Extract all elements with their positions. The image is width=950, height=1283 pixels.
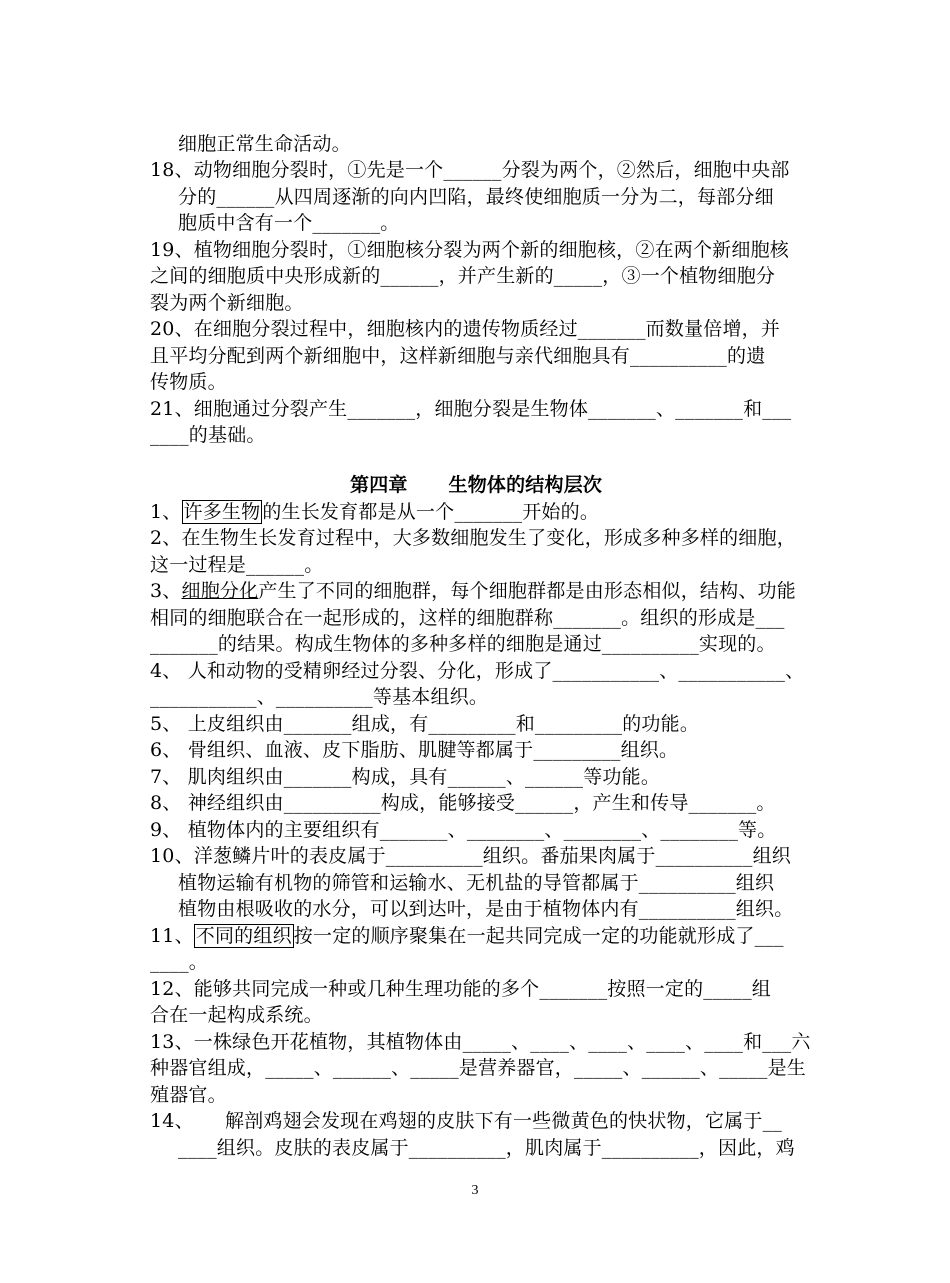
- question-12-line-1: 12、能够共同完成一种或几种生理功能的多个_______按照一定的_____组: [150, 978, 771, 1000]
- question-13-line-2: 种器官组成，_____、______、_____是营养器官，_____、______、_____是生: [150, 1057, 807, 1079]
- question-11-text: 按一定的顺序聚集在一起共同完成一定的功能就形成了___: [293, 925, 784, 947]
- question-14-line-2: ____组织。皮肤的表皮属于__________，肌肉属于__________，因此，鸡: [178, 1137, 795, 1159]
- question-8: 8、 神经组织由__________构成，能够接受______，产生和传导_______。: [150, 792, 776, 814]
- question-4-line-2: ___________、__________等基本组织。: [150, 686, 489, 708]
- question-11-line-2: ____。: [150, 951, 209, 973]
- question-6: 6、 骨组织、血液、皮下脂肪、肌腱等都属于_________组织。: [150, 739, 679, 761]
- question-9: 9、 植物体内的主要组织有_______、________、________、________等。: [150, 819, 777, 841]
- question-3-line-2: 相同的细胞联合在一起形成的，这样的细胞群称_______。组织的形成是___: [150, 607, 785, 629]
- question-10-line-3: 植物由根吸收的水分，可以到达叶，是由于植物体内有__________组织。: [178, 898, 794, 920]
- question-3-text: 产生了不同的细胞群，每个细胞群都是由形态相似，结构、功能: [258, 580, 796, 602]
- question-13-line-3: 殖器官。: [150, 1084, 227, 1106]
- question-12-line-2: 合在一起构成系统。: [150, 1004, 323, 1026]
- question-10-line-2: 植物运输有机物的筛管和运输水、无机盐的导管都属于__________组织: [178, 872, 775, 894]
- boxed-term: 许多生物: [183, 501, 261, 523]
- question-7: 7、 肌肉组织由_______构成，具有______、______等功能。: [150, 766, 661, 788]
- question-10-line-1: 10、洋葱鳞片叶的表皮属于__________组织。番茄果肉属于__________组织: [150, 845, 791, 867]
- question-5: 5、 上皮组织由_______组成，有_________和_________的功能。: [150, 713, 700, 735]
- question-19-line-3: 裂为两个新细胞。: [150, 292, 304, 314]
- question-20-line-2: 且平均分配到两个新细胞中，这样新细胞与亲代细胞具有__________的遗: [150, 345, 766, 367]
- chapter-title: 第四章 生物体的结构层次: [350, 474, 603, 496]
- question-3-line-1: 3、细胞分化产生了不同的细胞群，每个细胞群都是由形态相似，结构、功能: [150, 580, 796, 602]
- text-line: 细胞正常生命活动。: [178, 133, 351, 155]
- underlined-term: 细胞分化: [181, 580, 259, 602]
- question-14-line-1: 14、 解剖鸡翅会发现在鸡翅的皮肤下有一些微黄色的快状物，它属于__: [150, 1110, 782, 1132]
- question-1-text: 的生长发育都是从一个_______开始的。: [262, 501, 600, 523]
- question-19-line-1: 19、植物细胞分裂时，①细胞核分裂为两个新的细胞核，②在两个新细胞核: [150, 239, 789, 261]
- question-21-line-1: 21、细胞通过分裂产生_______，细胞分裂是生物体_______、_______和___: [150, 398, 792, 420]
- question-19-line-2: 之间的细胞质中央形成新的______，并产生新的_____，③一个植物细胞分: [150, 265, 776, 287]
- question-11-line-1: [150, 923, 810, 949]
- question-18-line-2: 分的______从四周逐渐的向内凹陷，最终使细胞质一分为二，每部分细: [178, 186, 774, 208]
- question-11-number: 11、: [150, 925, 194, 947]
- question-13-line-1: 13、一株绿色开花植物，其植物体由_____、____、____、____、____和___六: [150, 1031, 811, 1053]
- boxed-term: 不同的组织: [195, 925, 292, 947]
- question-18-line-1: 18、动物细胞分裂时，①先是一个______分裂为两个，②然后，细胞中央部: [150, 159, 790, 181]
- question-3-line-3: _______的结果。构成生物体的多种多样的细胞是通过__________实现的。: [150, 633, 776, 655]
- question-2-line-2: 这一过程是______。: [150, 554, 324, 576]
- question-20-line-1: 20、在细胞分裂过程中，细胞核内的遗传物质经过_______而数量倍增，并: [150, 318, 781, 340]
- question-1: 1、 许多生物 的生长发育都是从一个_______开始的。: [150, 501, 600, 523]
- page-number: 3: [471, 1183, 479, 1198]
- question-2-line-1: 2、在生物生长发育过程中，大多数细胞发生了变化，形成多种多样的细胞，: [150, 527, 796, 549]
- question-18-line-3: 胞质中含有一个_______。: [178, 212, 400, 234]
- question-20-line-3: 传物质。: [150, 371, 227, 393]
- question-4-line-1: 4、 人和动物的受精卵经过分裂、分化，形成了___________、___________、: [150, 660, 805, 682]
- question-21-line-2: ____的基础。: [150, 424, 266, 446]
